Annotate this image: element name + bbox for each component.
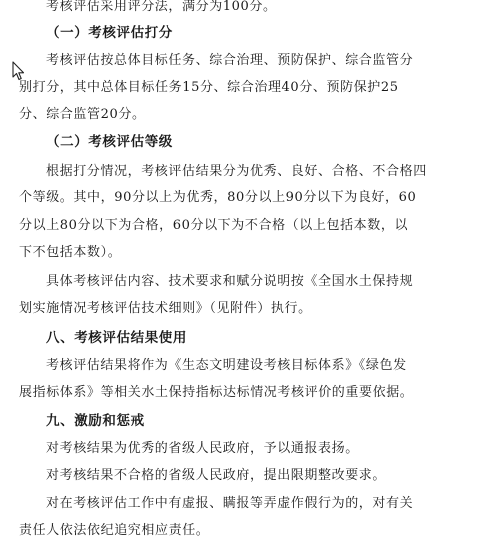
paragraph-line: 考核评估采用评分法，满分为100分。 xyxy=(46,0,277,14)
paragraph-line: 根据打分情况，考核评估结果分为优秀、良好、合格、不合格四 xyxy=(46,164,427,179)
paragraph-line: 划实施情况考核评估技术细则》（见附件）执行。 xyxy=(19,301,312,316)
paragraph-line: 别打分，其中总体目标任务15分、综合治理40分、预防保护25 xyxy=(19,80,399,95)
paragraph-line: 分以上80分以下为合格，60分以下为不合格（以上包括本数，以 xyxy=(19,218,409,233)
paragraph-line: 下不包括本数）。 xyxy=(19,245,122,260)
section-heading: （一）考核评估打分 xyxy=(46,25,173,41)
paragraph-line: 对考核结果为优秀的省级人民政府，予以通报表扬。 xyxy=(46,441,359,456)
section-heading: 九、激励和惩戒 xyxy=(46,413,145,429)
paragraph-line: 责任人依法依纪追究相应责任。 xyxy=(19,523,210,538)
section-heading: （二）考核评估等级 xyxy=(46,134,173,150)
paragraph-line: 考核评估按总体目标任务、综合治理、预防保护、综合监管分 xyxy=(46,53,414,68)
mouse-pointer-icon xyxy=(12,61,26,81)
paragraph-line: 对考核结果不合格的省级人民政府，提出限期整改要求。 xyxy=(46,468,387,483)
paragraph-line: 分、综合监管20分。 xyxy=(19,107,146,122)
section-heading: 八、考核评估结果使用 xyxy=(46,330,187,346)
paragraph-line: 对在考核评估工作中有虚报、瞒报等弄虚作假行为的，对有关 xyxy=(46,496,414,511)
paragraph-line: 具体考核评估内容、技术要求和赋分说明按《全国水土保持规 xyxy=(46,274,414,289)
paragraph-line: 个等级。其中，90分以上为优秀，80分以上90分以下为良好，60 xyxy=(19,190,417,205)
paragraph-line: 考核评估结果将作为《生态文明建设考核目标体系》《绿色发 xyxy=(46,358,407,373)
paragraph-line: 展指标体系》等相关水土保持指标达标情况考核评价的重要依据。 xyxy=(19,385,414,400)
